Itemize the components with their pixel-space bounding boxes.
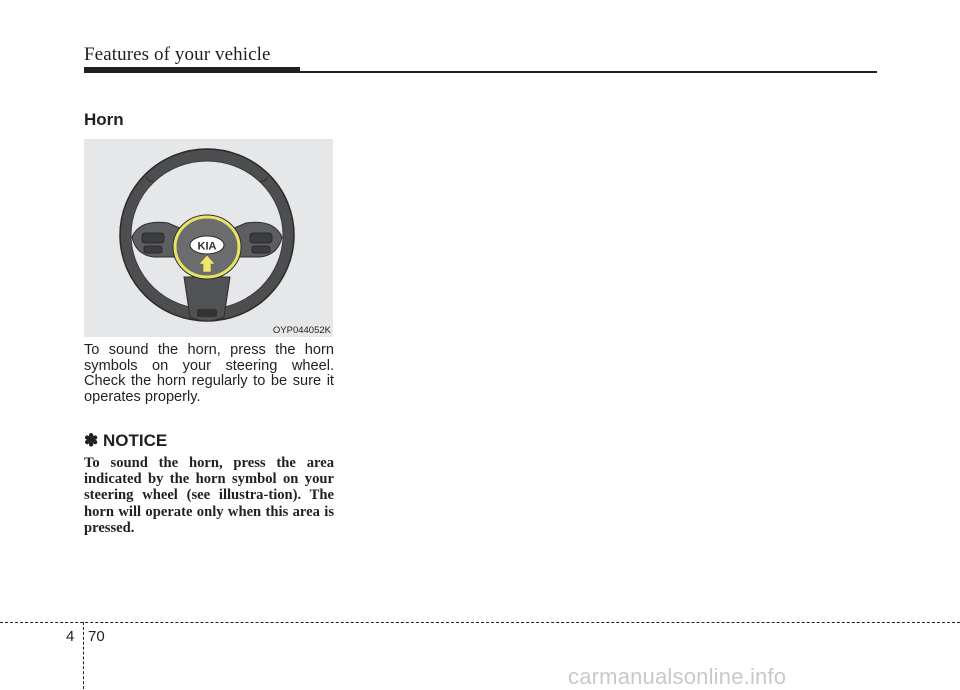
page-chapter: 4 <box>66 628 75 645</box>
watermark: carmanualsonline.info <box>568 664 787 689</box>
kia-logo-text: KIA <box>197 240 217 253</box>
steering-wheel-illustration <box>84 139 333 337</box>
header-rule-thick <box>84 67 300 73</box>
footer-vertical-rule <box>83 622 84 689</box>
header-rule-thin <box>300 71 877 73</box>
figure-code: OYP044052K <box>272 325 331 336</box>
footer-rule <box>0 622 960 623</box>
header-title: Features of your vehicle <box>84 44 271 65</box>
notice-heading: ✽ NOTICE <box>84 431 168 450</box>
notice-text: To sound the horn, press the area indicated by the horn symbol on your steering wheel (see illustra-tion). The horn will operate only when this area is pressed. <box>84 455 334 536</box>
page-number: 70 <box>88 628 105 645</box>
horn-description: To sound the horn, press the horn symbols on your steering wheel. Check the horn regularly to be sure it operates properly. <box>84 342 334 405</box>
steering-wheel-figure <box>84 139 333 337</box>
section-heading: Horn <box>84 110 124 129</box>
